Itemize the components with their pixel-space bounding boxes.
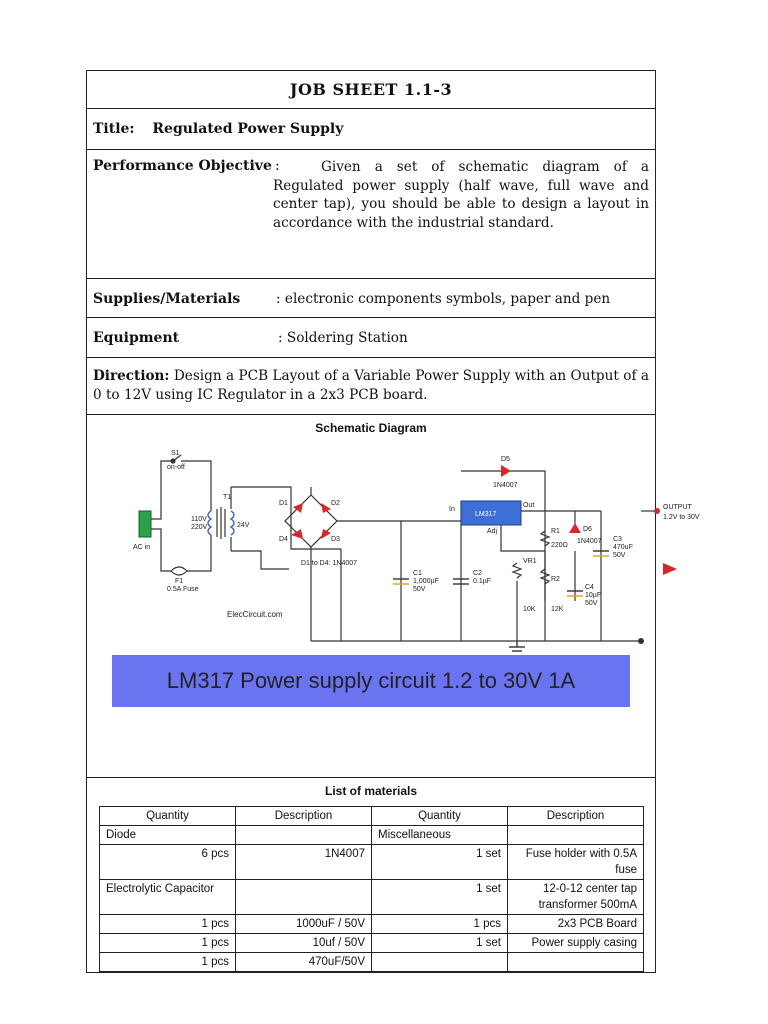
direction-row bbox=[87, 358, 655, 415]
label-r1v: 220Ω bbox=[551, 542, 568, 549]
cell: 12-0-12 center tap transformer 500mA bbox=[508, 880, 644, 915]
label-c1: C1 bbox=[413, 570, 422, 577]
label-c3vv: 50V bbox=[613, 552, 626, 559]
cell: Power supply casing bbox=[508, 934, 644, 953]
arrow-icon bbox=[663, 563, 677, 575]
cell: Fuse holder with 0.5A fuse bbox=[508, 845, 644, 880]
label-c2v: 0.1µF bbox=[473, 578, 492, 585]
label-220v: 220V bbox=[191, 524, 208, 531]
cell: 1 set bbox=[372, 845, 508, 880]
title-value: Regulated Power Supply bbox=[152, 121, 344, 137]
label-onoff: on-off bbox=[167, 464, 185, 471]
objective-row bbox=[87, 150, 655, 279]
cell: Diode bbox=[100, 826, 236, 845]
table-row bbox=[100, 845, 644, 880]
label-c1v: 1,000µF bbox=[413, 578, 439, 585]
cell: Electrolytic Capacitor bbox=[100, 880, 236, 915]
ac-plug-icon bbox=[139, 511, 151, 537]
direction-text: Design a PCB Layout of a Variable Power Supply with an Output of a 0 to 12V using IC Regulator in a 2x3 PCB board. bbox=[93, 368, 649, 403]
output-terminal-icon bbox=[654, 508, 660, 514]
equipment-label: Equipment bbox=[93, 330, 180, 346]
job-sheet bbox=[86, 70, 700, 973]
bridge-diodes-icon bbox=[291, 503, 331, 539]
label-d5: D5 bbox=[501, 456, 510, 463]
label-c4v: 10µF bbox=[585, 592, 602, 599]
cell bbox=[236, 880, 372, 915]
cell: 1 pcs bbox=[372, 915, 508, 934]
cell: 1000uF / 50V bbox=[236, 915, 372, 934]
cell bbox=[508, 953, 644, 972]
cell bbox=[372, 953, 508, 972]
supplies-value: : electronic components symbols, paper and pen bbox=[276, 291, 611, 307]
cell: 1N4007 bbox=[236, 845, 372, 880]
objective-colon: : bbox=[275, 158, 280, 174]
schematic-row bbox=[87, 415, 700, 778]
table-row bbox=[100, 953, 644, 972]
table-row bbox=[100, 915, 644, 934]
label-d6: D6 bbox=[583, 526, 592, 533]
supplies-row bbox=[87, 279, 655, 318]
label-c2: C2 bbox=[473, 570, 482, 577]
label-d3: D3 bbox=[331, 536, 340, 543]
table-row bbox=[100, 826, 644, 845]
label-outrange: 1.2V to 30V bbox=[663, 514, 700, 521]
label-d6p: 1N4007 bbox=[577, 538, 602, 545]
cell bbox=[508, 826, 644, 845]
label-c4vv: 50V bbox=[585, 600, 598, 607]
direction-paragraph bbox=[93, 367, 649, 405]
label-c1vv: 50V bbox=[413, 586, 426, 593]
label-fuse: 0.5A Fuse bbox=[167, 586, 199, 593]
schematic-diagram bbox=[131, 450, 700, 651]
cell: 2x3 PCB Board bbox=[508, 915, 644, 934]
label-s1: S1 bbox=[171, 450, 180, 457]
label-output: OUTPUT bbox=[663, 504, 692, 511]
materials-header-row bbox=[100, 807, 644, 826]
label-ic: LM317 bbox=[475, 511, 497, 518]
materials-table bbox=[99, 806, 644, 972]
d6-diode-icon bbox=[569, 523, 581, 533]
title-row bbox=[87, 109, 655, 150]
label-r2: R2 bbox=[551, 576, 560, 583]
label-dnote: D1 to D4: 1N4007 bbox=[301, 560, 358, 567]
label-d5p: 1N4007 bbox=[493, 482, 518, 489]
label-t1: T1 bbox=[223, 494, 232, 501]
sheet-title bbox=[87, 71, 655, 109]
cell: 1 set bbox=[372, 934, 508, 953]
label-c4: C4 bbox=[585, 584, 594, 591]
label-d4: D4 bbox=[279, 536, 288, 543]
label-d1: D1 bbox=[279, 500, 288, 507]
header-description-1: Description bbox=[236, 807, 372, 826]
header-description-2: Description bbox=[508, 807, 644, 826]
equipment-value: : Soldering Station bbox=[278, 330, 408, 346]
supplies-label: Supplies/Materials bbox=[93, 291, 241, 307]
cell: Miscellaneous bbox=[372, 826, 508, 845]
cell: 6 pcs bbox=[100, 845, 236, 880]
label-24v: 24V bbox=[237, 522, 250, 529]
sheet-title-text: JOB SHEET 1.1-3 bbox=[289, 80, 453, 99]
materials-row bbox=[87, 778, 655, 972]
label-acin: AC in bbox=[133, 544, 151, 551]
equipment-row bbox=[87, 318, 655, 358]
objective-text: Given a set of schematic diagram of a Regulated power supply (half wave, full wave and center tap), you should be able to design a layout in accordance with the industrial standard. bbox=[273, 159, 649, 231]
d5-diode-icon bbox=[501, 465, 511, 477]
table-row bbox=[100, 934, 644, 953]
direction-label: Direction: bbox=[93, 368, 170, 384]
ground-terminal-icon bbox=[638, 638, 644, 644]
label-c3: C3 bbox=[613, 536, 622, 543]
label-in: In bbox=[449, 506, 455, 513]
schematic-banner bbox=[112, 655, 630, 707]
header-quantity-2: Quantity bbox=[372, 807, 508, 826]
schematic-banner-text: LM317 Power supply circuit 1.2 to 30V 1A bbox=[166, 668, 576, 693]
materials-caption: List of materials bbox=[324, 784, 418, 798]
label-vr1: VR1 bbox=[523, 558, 537, 565]
label-adj: Adj bbox=[487, 528, 498, 535]
fuse-icon bbox=[171, 567, 187, 575]
label-d2: D2 bbox=[331, 500, 340, 507]
label-c3v: 470uF bbox=[613, 544, 633, 551]
header-quantity-1: Quantity bbox=[100, 807, 236, 826]
ground-icon bbox=[509, 641, 525, 651]
cell: 1 pcs bbox=[100, 934, 236, 953]
label-site: ElecCircuit.com bbox=[227, 610, 283, 619]
label-r1: R1 bbox=[551, 528, 560, 535]
cell bbox=[236, 826, 372, 845]
cell: 1 pcs bbox=[100, 953, 236, 972]
title-label: Title: bbox=[93, 121, 135, 137]
cell: 1 pcs bbox=[100, 915, 236, 934]
cell: 1 set bbox=[372, 880, 508, 915]
schematic-caption: Schematic Diagram bbox=[315, 421, 427, 435]
objective-label: Performance Objective bbox=[93, 158, 272, 174]
cell: 470uF/50V bbox=[236, 953, 372, 972]
label-out: Out bbox=[523, 502, 535, 509]
label-vr1v: 10K bbox=[523, 606, 536, 613]
table-row bbox=[100, 880, 644, 915]
label-r2v: 12K bbox=[551, 606, 564, 613]
label-110v: 110V bbox=[191, 516, 207, 523]
cell: 10uf / 50V bbox=[236, 934, 372, 953]
label-f1: F1 bbox=[175, 578, 184, 585]
